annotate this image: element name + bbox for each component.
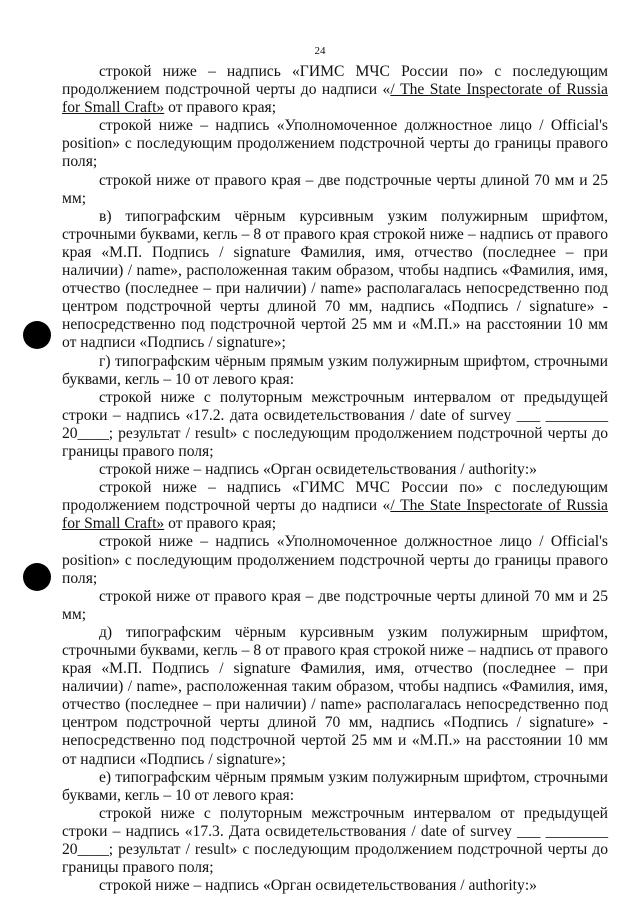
paragraph-gims-header-2 bbox=[62, 479, 608, 533]
paragraph-text: строкой ниже – надпись «ГИМС МЧС России по» с последующим продолжением подстрочной черты до надписи « bbox=[62, 63, 608, 99]
paragraph-authority-1: строкой ниже – надпись «Орган освидетельствования / authority:» bbox=[99, 461, 537, 479]
paragraph-item-d: д) типографским чёрным курсивным узким полужирным шрифтом, строчными буквами, кегль – 8 от правого края строкой ниже – надпись от правого края «М.П. Подпись / signature Фамилия, имя, отчество (последнее – при наличии) / name», расположенная таким образом, чтобы надпись «Фамилия, имя, отчество (последнее – при наличии) / name» располагалась непосредственно под центром подстрочной черты длиной 70 мм, надпись «Подпись / signature» - непосредственно под подстрочной чертой 25 мм и «М.П.» на расстоянии 10 мм от надписи «Подпись / signature»; bbox=[62, 623, 608, 768]
page-number: 24 bbox=[314, 45, 326, 57]
paragraph-underlines-2: строкой ниже от правого края – две подстрочные черты длиной 70 мм и 25 мм; bbox=[62, 587, 608, 623]
paragraph-text: строкой ниже – надпись «ГИМС МЧС России по» с последующим продолжением подстрочной черты до надписи « bbox=[62, 479, 608, 515]
english-inspectorate-label: / The State Inspectorate of Russia for Small Craft» bbox=[62, 81, 608, 117]
paragraph-survey-17-3: строкой ниже с полуторным межстрочным интервалом от предыдущей строки – надпись «17.3. Дата освидетельствования / date of survey ___ ________ 20____; результат / result» с последующим продолжением подстрочной черты до границы правого поля; bbox=[62, 804, 608, 877]
paragraph-official-position-2: строкой ниже – надпись «Уполномоченное должностное лицо / Official's position» с последующим продолжением подстрочной черты до границы правого поля; bbox=[62, 533, 608, 587]
binder-hole bbox=[23, 563, 51, 591]
binder-hole bbox=[23, 321, 51, 349]
english-inspectorate-label: / The State Inspectorate of Russia for Small Craft» bbox=[62, 497, 608, 533]
paragraph-underlines-1: строкой ниже от правого края – две подстрочные черты длиной 70 мм и 25 мм; bbox=[62, 171, 608, 207]
paragraph-item-g: г) типографским чёрным прямым узким полужирным шрифтом, строчными буквами, кегль – 10 от левого края: bbox=[62, 352, 608, 388]
paragraph-official-position-1: строкой ниже – надпись «Уполномоченное должностное лицо / Official's position» с последующим продолжением подстрочной черты до границы правого поля; bbox=[62, 117, 608, 171]
paragraph-gims-header-1 bbox=[62, 63, 608, 117]
paragraph-survey-17-2: строкой ниже с полуторным межстрочным интервалом от предыдущей строки – надпись «17.2. дата освидетельствования / date of survey ___ ________ 20____; результат / result» с последующим продолжением подстрочной черты до границы правого поля; bbox=[62, 388, 608, 460]
paragraph-text: от правого края; bbox=[164, 99, 277, 117]
paragraph-text: от правого края; bbox=[164, 515, 277, 533]
paragraph-authority-2: строкой ниже – надпись «Орган освидетельствования / authority:» bbox=[99, 877, 537, 895]
paragraph-item-e: е) типографским чёрным прямым узким полужирным шрифтом, строчными буквами, кегль – 10 от левого края: bbox=[62, 768, 608, 804]
document-body bbox=[62, 63, 608, 895]
paragraph-item-v: в) типографским чёрным курсивным узким полужирным шрифтом, строчными буквами, кегль – 8 от правого края строкой ниже – надпись от правого края «М.П. Подпись / signature Фамилия, имя, отчество (последнее – при наличии) / name», расположенная таким образом, чтобы надпись «Фамилия, имя, отчество (последнее – при наличии) / name» располагалась непосредственно под центром подстрочной черты длиной 70 мм, надпись «Подпись / signature» - непосредственно под подстрочной чертой 25 мм и «М.П.» на расстоянии 10 мм от надписи «Подпись / signature»; bbox=[62, 207, 608, 352]
